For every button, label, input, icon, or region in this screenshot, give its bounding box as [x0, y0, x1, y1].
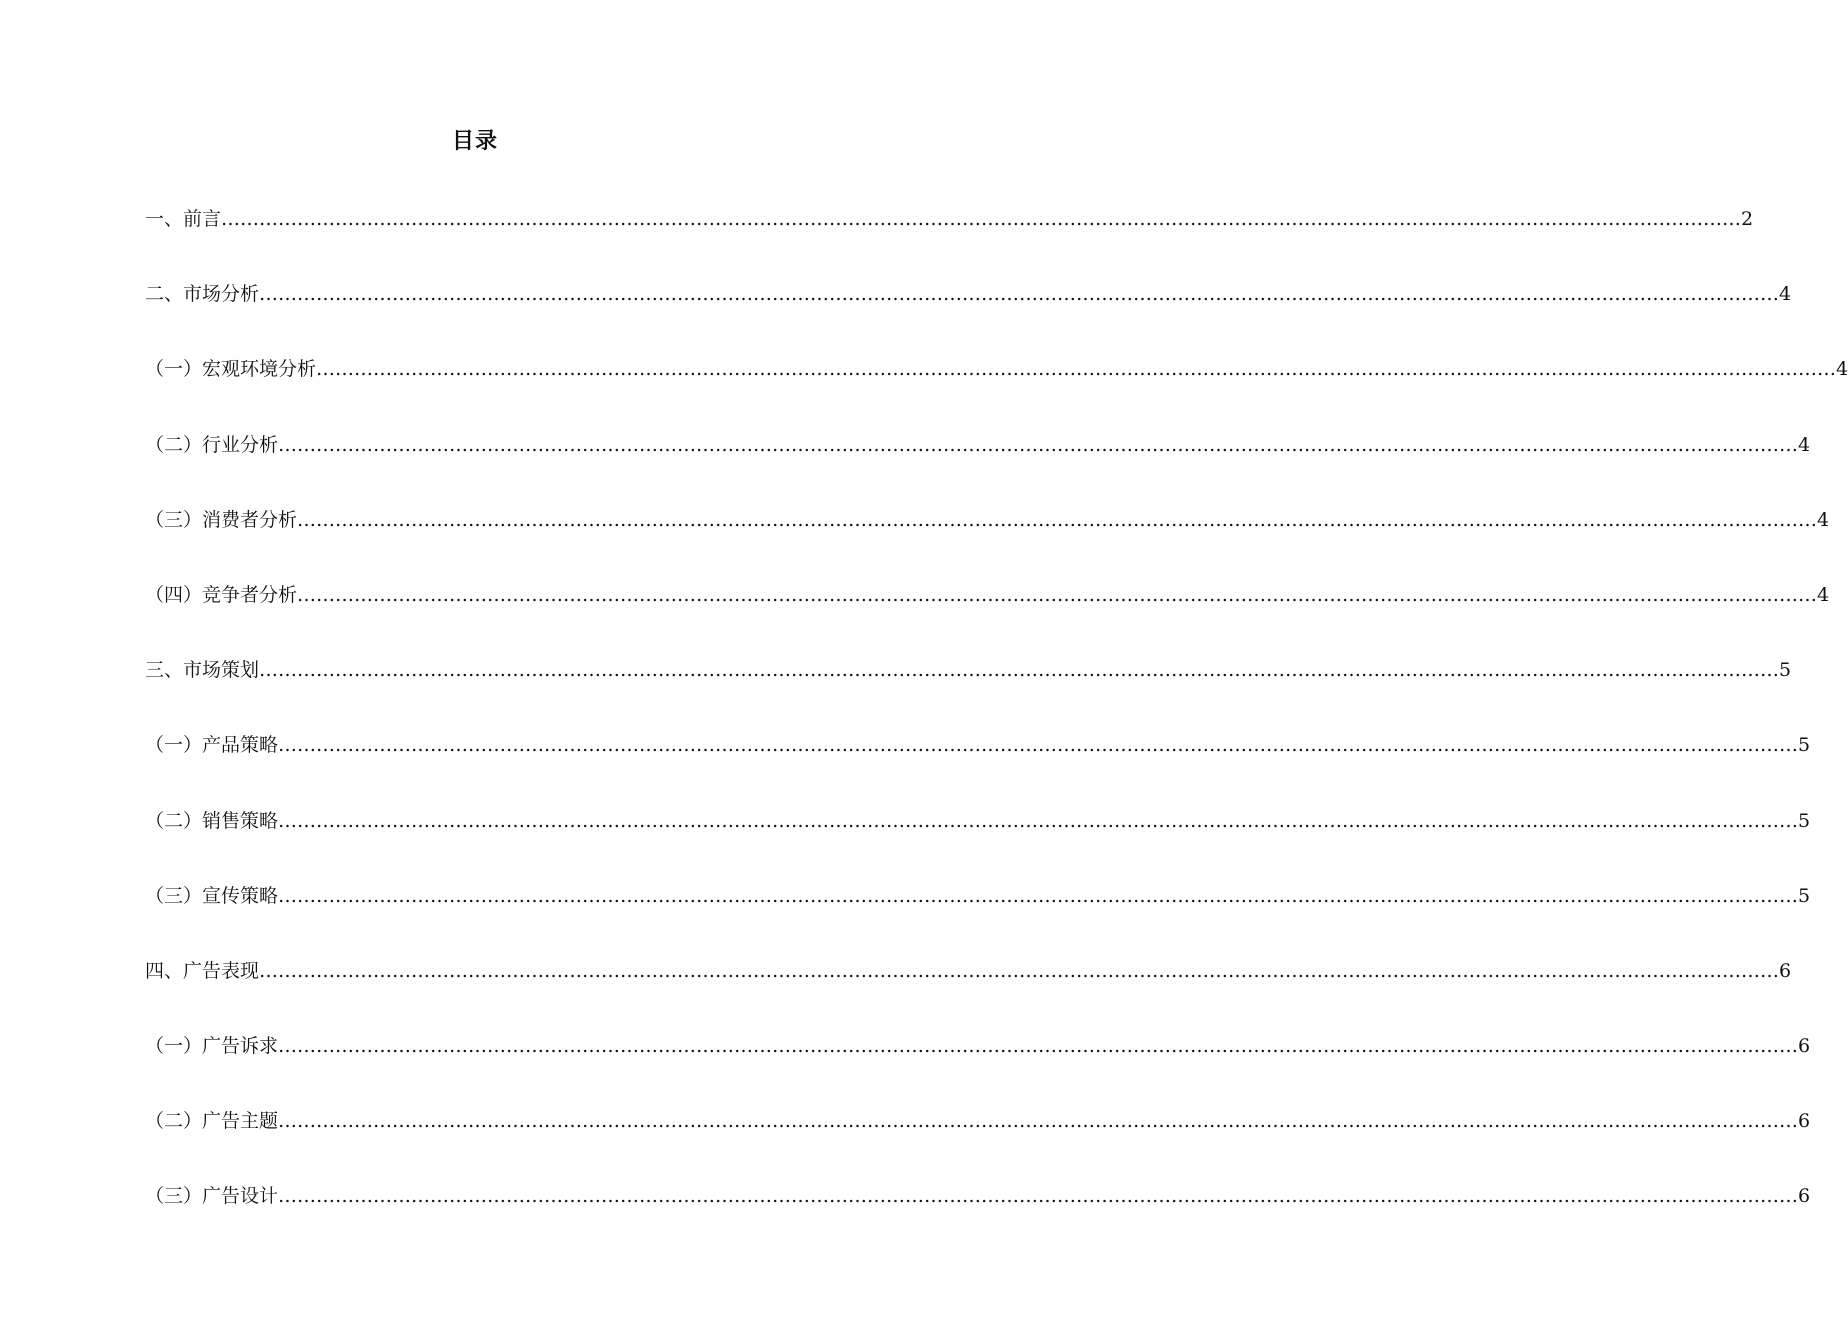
- toc-entry[interactable]: [145, 650, 1792, 725]
- toc-entry-page-number: 4: [1836, 358, 1848, 381]
- toc-entry-page-number: 6: [1779, 959, 1792, 982]
- toc-entry-label: 二、市场分析: [145, 283, 260, 306]
- toc-dot-leader: ……………………………………………………………………………………………………………………………………………………………………………………………………………………: [259, 959, 1780, 982]
- toc-entry-page-number: 2: [1741, 208, 1754, 230]
- toc-entry-line: [145, 1176, 1811, 1216]
- toc-entry-page-number: 4: [1798, 433, 1811, 456]
- toc-entry-page-number: 5: [1798, 884, 1811, 907]
- toc-entry-page-number: 6: [1798, 1035, 1811, 1058]
- toc-entry-line: [145, 199, 1754, 239]
- toc-dot-leader: ……………………………………………………………………………………………………………………………………………………………………………………………………………………: [278, 1035, 1799, 1058]
- toc-entry-page-number: 5: [1798, 809, 1811, 832]
- toc-entry-page-number: 6: [1798, 1185, 1811, 1208]
- toc-dot-leader: ……………………………………………………………………………………………………………………………………………………………………………………………………………………: [259, 283, 1780, 306]
- toc-entry-line: [145, 801, 1811, 841]
- toc-entry[interactable]: [145, 199, 1754, 274]
- toc-entry[interactable]: [145, 1176, 1811, 1251]
- toc-entry-page-number: 5: [1798, 734, 1811, 757]
- toc-dot-leader: ……………………………………………………………………………………………………………………………………………………………………………………………………………………: [278, 809, 1799, 832]
- toc-entry-line: [145, 349, 1848, 389]
- toc-dot-leader: ……………………………………………………………………………………………………………………………………………………………………………………………………………………: [278, 884, 1799, 907]
- toc-entry-line: [145, 500, 1830, 540]
- toc-entry[interactable]: [145, 425, 1811, 500]
- toc-entry-page-number: 4: [1817, 508, 1830, 531]
- toc-entry-page-number: 6: [1798, 1110, 1811, 1133]
- toc-entry[interactable]: [145, 876, 1811, 951]
- toc-entry-label: （二）销售策略: [145, 809, 279, 832]
- toc-entry-label: （三）宣传策略: [145, 884, 279, 907]
- toc-entry[interactable]: [145, 725, 1811, 800]
- toc-entry-line: [145, 876, 1811, 916]
- toc-entry-label: （三）消费者分析: [145, 508, 298, 531]
- toc-entry-label: （二）行业分析: [145, 433, 279, 456]
- toc-entry-label: 四、广告表现: [145, 959, 260, 982]
- toc-entry-label: 三、市场策划: [145, 659, 260, 682]
- toc-entry-line: [145, 725, 1811, 765]
- toc-dot-leader: ……………………………………………………………………………………………………………………………………………………………………………………………………………………: [278, 734, 1799, 757]
- toc-entry[interactable]: [145, 349, 1848, 424]
- toc-entry-line: [145, 951, 1792, 991]
- toc-entry-page-number: 4: [1817, 583, 1830, 606]
- toc-entry-label: （一）产品策略: [145, 734, 279, 757]
- toc-entry-line: [145, 1026, 1811, 1066]
- toc-entry-label: （三）广告设计: [145, 1185, 279, 1208]
- toc-dot-leader: ……………………………………………………………………………………………………………………………………………………………………………………………………………………: [259, 659, 1780, 682]
- toc-entry[interactable]: [145, 274, 1792, 349]
- toc-entry-line: [145, 1101, 1811, 1141]
- toc-entry-page-number: 5: [1779, 659, 1792, 682]
- toc-entry[interactable]: [145, 1101, 1811, 1176]
- toc-entry-line: [145, 575, 1830, 615]
- toc-list: [145, 199, 1848, 1252]
- toc-entry[interactable]: [145, 575, 1830, 650]
- toc-entry[interactable]: [145, 951, 1792, 1026]
- toc-entry-line: [145, 274, 1792, 314]
- toc-entry-line: [145, 650, 1792, 690]
- toc-title: 目录: [451, 129, 498, 154]
- toc-dot-leader: ……………………………………………………………………………………………………………………………………………………………………………………………………………………: [221, 208, 1742, 230]
- toc-dot-leader: ……………………………………………………………………………………………………………………………………………………………………………………………………………………: [278, 433, 1799, 456]
- toc-dot-leader: ……………………………………………………………………………………………………………………………………………………………………………………………………………………: [278, 1110, 1799, 1133]
- toc-dot-leader: ……………………………………………………………………………………………………………………………………………………………………………………………………………………: [316, 358, 1837, 381]
- toc-entry-label: 一、前言: [145, 208, 222, 230]
- toc-dot-leader: ……………………………………………………………………………………………………………………………………………………………………………………………………………………: [278, 1185, 1799, 1208]
- toc-entry[interactable]: [145, 1026, 1811, 1101]
- toc-entry-label: （二）广告主题: [145, 1110, 279, 1133]
- toc-dot-leader: ……………………………………………………………………………………………………………………………………………………………………………………………………………………: [297, 583, 1818, 606]
- toc-entry-label: （一）广告诉求: [145, 1035, 279, 1058]
- toc-entry[interactable]: [145, 500, 1830, 575]
- toc-entry-line: [145, 425, 1811, 465]
- toc-entry[interactable]: [145, 801, 1811, 876]
- toc-entry-label: （四）竞争者分析: [145, 583, 298, 606]
- toc-entry-page-number: 4: [1779, 283, 1792, 306]
- toc-dot-leader: ……………………………………………………………………………………………………………………………………………………………………………………………………………………: [297, 508, 1818, 531]
- toc-entry-label: （一）宏观环境分析: [145, 358, 317, 381]
